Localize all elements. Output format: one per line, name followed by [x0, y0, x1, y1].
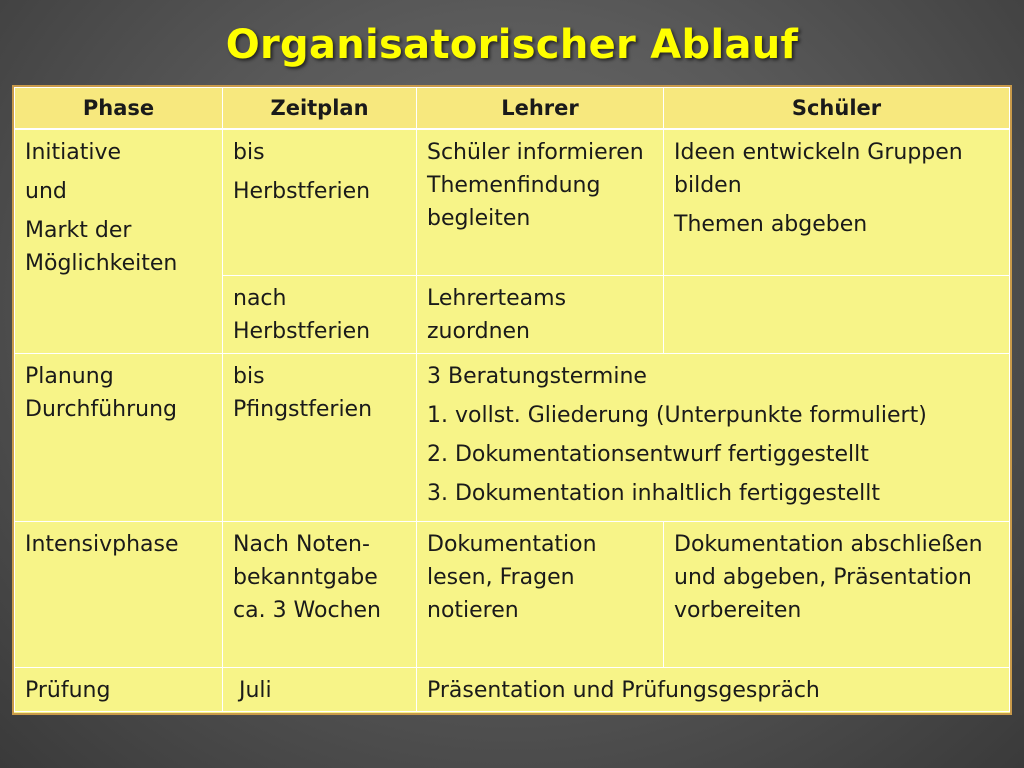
schedule-table-container	[12, 85, 1012, 715]
cell-zeitplan	[223, 129, 417, 275]
header-phase: Phase	[15, 88, 223, 130]
header-row	[15, 88, 1010, 130]
cell-zeitplan	[223, 667, 417, 711]
cell-text: Nach Noten-bekanntgabe ca. 3 Wochen	[233, 531, 381, 623]
cell-text: Schüler informieren Themenfindung begleiten	[427, 140, 644, 231]
table-row	[15, 129, 1010, 275]
cell-text: und	[25, 179, 67, 204]
slide-title: Organisatorischer Ablauf	[225, 22, 799, 68]
table-row	[15, 521, 1010, 667]
cell-phase	[15, 521, 223, 667]
cell-zeitplan	[223, 521, 417, 667]
cell-text: Juli	[239, 677, 272, 703]
cell-schueler	[664, 275, 1010, 353]
cell-text: Intensivphase	[25, 531, 179, 557]
cell-lehrer-schueler	[417, 667, 1010, 711]
cell-zeitplan	[223, 353, 417, 521]
cell-text: Lehrerteams zuordnen	[427, 285, 567, 344]
cell-text: 3 Beratungstermine	[427, 363, 647, 389]
cell-text: Markt der Möglichkeiten	[25, 218, 178, 276]
cell-text: Herbstferien	[233, 179, 371, 204]
cell-text: 2. Dokumentationsentwurf fertiggestellt	[427, 441, 869, 467]
cell-text: Initiative	[25, 140, 122, 165]
cell-text: Präsentation und Prüfungsgespräch	[427, 677, 820, 703]
schedule-table	[14, 87, 1010, 712]
cell-lehrer	[417, 275, 664, 353]
cell-phase	[15, 353, 223, 521]
table-row	[15, 353, 1010, 521]
cell-schueler	[664, 521, 1010, 667]
cell-phase	[15, 667, 223, 711]
header-zeitplan: Zeitplan	[223, 88, 417, 130]
header-lehrer: Lehrer	[417, 88, 664, 130]
cell-text: Dokumentation abschließen und abgeben, Präsentation vorbereiten	[674, 531, 983, 623]
header-schueler: Schüler	[664, 88, 1010, 130]
cell-text: Dokumentation lesen, Fragen notieren	[427, 531, 597, 623]
cell-text: Themen abgeben	[674, 212, 868, 237]
cell-text: Planung Durchführung	[25, 363, 178, 422]
cell-text: Ideen entwickeln Gruppen bilden	[674, 140, 963, 198]
cell-schueler	[664, 129, 1010, 275]
cell-lehrer	[417, 521, 664, 667]
cell-text: 1. vollst. Gliederung (Unterpunkte formuliert)	[427, 402, 927, 428]
cell-lehrer-schueler	[417, 353, 1010, 521]
cell-lehrer	[417, 129, 664, 275]
cell-text: nach Herbstferien	[233, 285, 371, 344]
cell-text: 3. Dokumentation inhaltlich fertiggestellt	[427, 480, 881, 506]
cell-text: bis Pfingstferien	[233, 363, 373, 422]
cell-zeitplan	[223, 275, 417, 353]
cell-text: Prüfung	[25, 677, 111, 703]
cell-text: bis	[233, 140, 265, 165]
cell-phase	[15, 129, 223, 353]
table-row	[15, 667, 1010, 711]
